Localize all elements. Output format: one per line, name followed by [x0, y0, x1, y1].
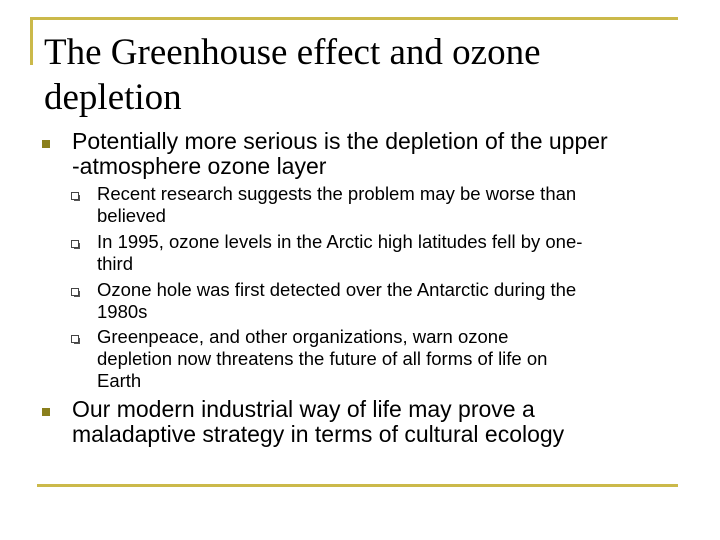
sub-bullet-text: Ozone hole was first detected over the Antarctic during the 1980s	[97, 279, 577, 322]
hollow-square-bullet-icon	[71, 240, 79, 248]
title-line: The Greenhouse effect and ozone	[44, 32, 541, 73]
sub-bullet-text: In 1995, ozone levels in the Arctic high latitudes fell by one- third	[97, 231, 583, 274]
square-bullet-icon	[42, 408, 50, 416]
bullet-text: Potentially more serious is the depletion of the upper -atmosphere ozone layer	[72, 128, 608, 179]
square-bullet-icon	[42, 140, 50, 148]
hollow-square-bullet-icon	[71, 192, 79, 200]
bullet-text: Our modern industrial way of life may prove a maladaptive strategy in terms of cultural ecology	[72, 396, 565, 447]
frame-bottom-rule	[37, 484, 678, 487]
sub-bullet-text: Recent research suggests the problem may be worse than believed	[97, 183, 577, 226]
title-line: depletion	[44, 77, 182, 118]
hollow-square-bullet-icon	[71, 335, 79, 343]
frame-top-rule	[30, 17, 678, 20]
frame-left-rule	[30, 17, 33, 65]
hollow-square-bullet-icon	[71, 288, 79, 296]
sub-bullet-text: Greenpeace, and other organizations, warn ozone depletion now threatens the future of all forms of life on Earth	[97, 326, 548, 391]
slide-title	[44, 30, 644, 120]
